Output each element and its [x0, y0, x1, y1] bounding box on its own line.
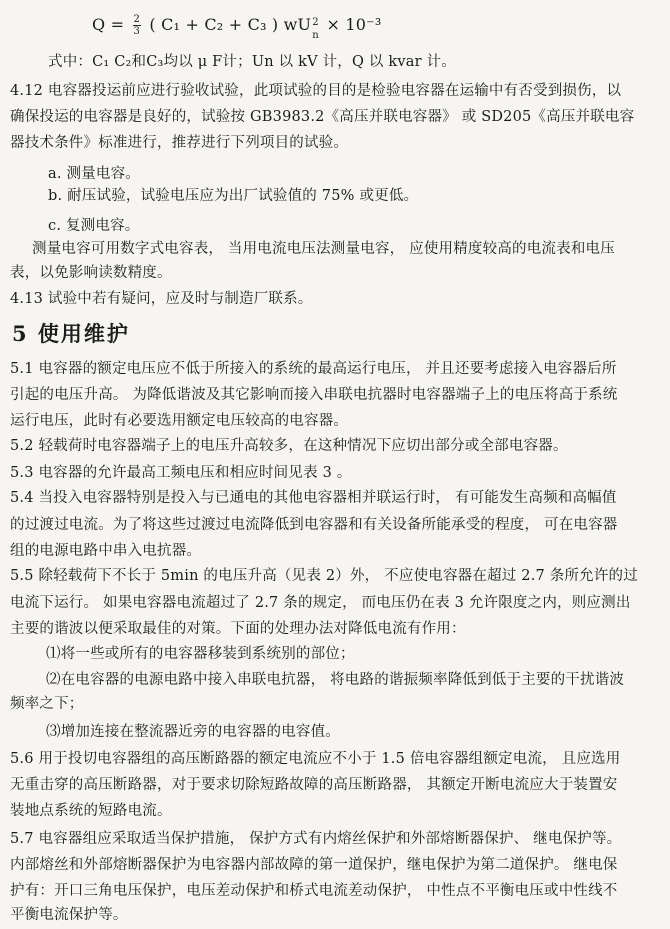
- paragraph-line: 5.1 电容器的额定电压应不低于所接入的系统的最高运行电压， 并且还要考虑接入电容器后所: [10, 361, 617, 377]
- formula-superscript: 2: [312, 16, 319, 28]
- paragraph-line: 主要的谐波以便采取最佳的对策。下面的处理办法对降低电流有作用：: [10, 621, 466, 637]
- paragraph-line: 5.2 轻载荷时电容器端子上的电压升高较多，在这种情况下应切出部分或全部电容器。: [10, 438, 568, 454]
- paragraph-line: 5.7 电容器组应采取适当保护措施， 保护方式有内熔丝保护和外部熔断器保护、 继电保护等。: [10, 831, 622, 847]
- section-heading: 5 使用维护: [12, 321, 130, 346]
- paragraph-line: 护有：开口三角电压保护，电压差动保护和桥式电流差动保护， 中性点不平衡电压或中性线不: [10, 883, 618, 899]
- paragraph-line: 电流下运行。 如果电容器电流超过了 2.7 条的规定， 而电压仍在表 3 允许限度之内，则应测出: [10, 595, 631, 611]
- paragraph-line: 确保投运的电容器是良好的，试验按 GB3983.2《高压并联电容器》 或 SD205《高压并联电容: [10, 109, 635, 125]
- paragraph-line: 引起的电压升高。 为降低谐波及其它影响而接入串联电抗器时电容器端子上的电压将高于系统: [10, 387, 618, 403]
- capacity-formula: [92, 14, 382, 41]
- fraction-denominator: 3: [133, 26, 141, 37]
- formula-note: 式中：C₁ C₂和C₃均以 μ F计；Un 以 kV 计，Q 以 kvar 计。: [48, 54, 456, 70]
- paragraph-line: 频率之下；: [10, 696, 84, 712]
- formula-lhs: Q =: [92, 15, 125, 34]
- paragraph-line: 运行电压，此时有必要选用额定电压较高的电容器。: [10, 413, 349, 429]
- paragraph-line: 5.5 除轻载荷下不长于 5min 的电压升高（见表 2）外， 不应使电容器在超过 2.7 条所允许的过: [10, 568, 638, 584]
- paragraph-line: 装地点系统的短路电流。: [10, 803, 172, 819]
- paragraph-line: 5.4 当投入电容器特别是投入与已通电的其他电容器相并联运行时， 有可能发生高频和高幅值: [10, 490, 617, 506]
- list-item: b. 耐压试验，试验电压应为出厂试验值的 75% 或更低。: [48, 188, 419, 204]
- paragraph-line: 器技术条件》标准进行，推荐进行下列项目的试验。: [10, 135, 349, 151]
- fraction-numerator: 2: [133, 14, 141, 25]
- list-item: c. 复测电容。: [48, 218, 140, 234]
- paragraph-line: 平衡电流保护等。: [10, 907, 128, 923]
- formula-exponent: [311, 16, 321, 41]
- paragraph-line: 4.12 电容器投运前应进行验收试验，此项试验的目的是检验电容器在运输中有否受到损伤，以: [10, 83, 622, 99]
- paragraph-line: 测量电容可用数字式电容表， 当用电流电压法测量电容， 应使用精度较高的电流表和电压: [32, 241, 615, 257]
- list-item: ⑵在电容器的电源电路中接入串联电抗器， 将电路的谐振频率降低到低于主要的干扰谐波: [46, 672, 625, 688]
- formula-body: ( C₁ + C₂ + C₃ ) wU: [149, 15, 312, 34]
- paragraph-line: 4.13 试验中若有疑问，应及时与制造厂联系。: [10, 291, 313, 307]
- formula-fraction: [133, 14, 142, 37]
- list-item: ⑶增加连接在整流器近旁的电容器的电容值。: [46, 724, 340, 740]
- list-item: a. 测量电容。: [48, 166, 140, 182]
- formula-tail: × 10⁻³: [326, 15, 382, 34]
- paragraph-line: 5.6 用于投切电容器组的高压断路器的额定电流应不小于 1.5 倍电容器组额定电流， 且应选用: [10, 751, 621, 767]
- formula-subscript: n: [312, 29, 319, 41]
- paragraph-line: 内部熔丝和外部熔断器保护为电容器内部故障的第一道保护，继电保护为第二道保护。 继电保: [10, 857, 618, 873]
- paragraph-line: 5.3 电容器的允许最高工频电压和相应时间见表 3 。: [10, 465, 352, 481]
- list-item: ⑴将一些或所有的电容器移装到系统别的部位；: [46, 646, 355, 662]
- paragraph-line: 无重击穿的高压断路器，对于要求切除短路故障的高压断路器， 其额定开断电流应大于装置安: [10, 777, 618, 793]
- paragraph-line: 组的电源电路中串入电抗器。: [10, 543, 202, 559]
- paragraph-line: 表，以免影响读数精度。: [10, 265, 172, 281]
- paragraph-line: 的过渡过电流。为了将这些过渡过电流降低到电容器和有关设备所能承受的程度， 可在电容器: [10, 517, 618, 533]
